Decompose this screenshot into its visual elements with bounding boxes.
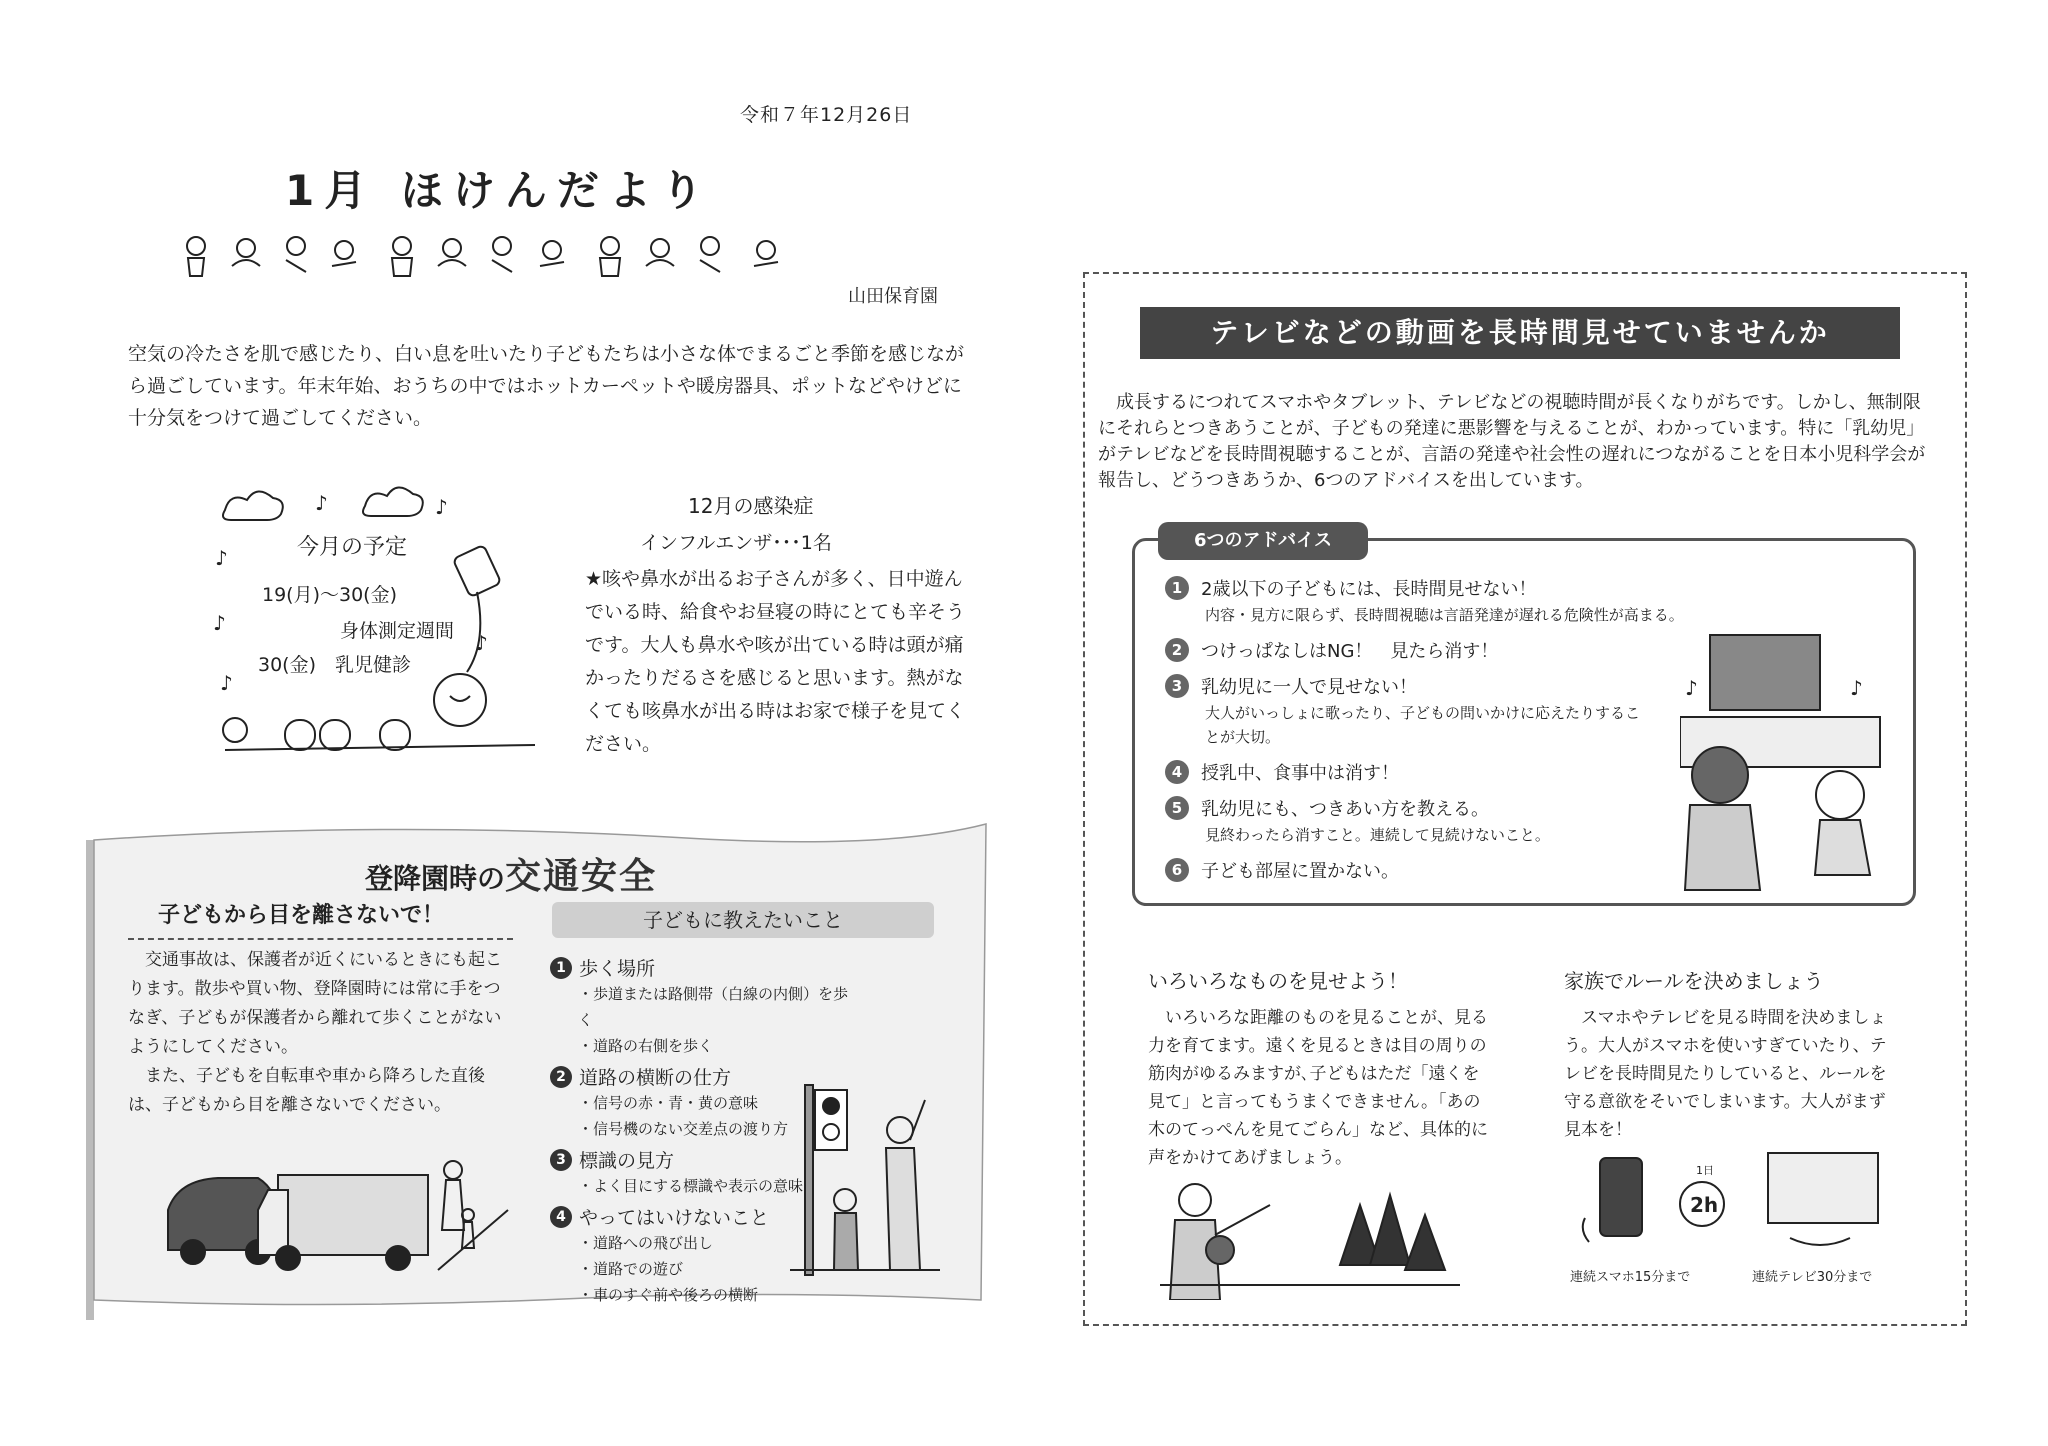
family-rules-column	[1564, 965, 1904, 1144]
svg-text:♪: ♪	[1685, 676, 1698, 700]
tv-banner: テレビなどの動画を長時間見せていませんか	[1140, 307, 1900, 359]
tv-caption: 連続テレビ30分まで	[1752, 1270, 1873, 1285]
phone-caption: 連続スマホ15分まで	[1570, 1270, 1691, 1285]
advice-item: 2 つけっぱなしはNG！ 見たら消す！	[1165, 637, 1685, 663]
svg-text:♪: ♪	[435, 495, 448, 519]
tv-intro: 成長するにつれてスマホやタブレット、テレビなどの視聴時間が長くなりがちです。しかし、無制限にそれらとつきあうことが、子どもの発達に悪影響を与えることが、わかっています。特に「乳幼児」がテレビなどを長時間視聴することが、言語の発達や社会性の遅れにつながることを日本小児科学会が報告し、どうつきあうか、6つのアドバイスを出しています。	[1098, 392, 1926, 491]
advice-label: 6つのアドバイス	[1158, 522, 1368, 560]
traffic-title-emphasis: 交通安全	[505, 856, 658, 897]
page-title: 1月 ほけんだより	[285, 166, 713, 215]
cars-illustration	[158, 1130, 518, 1280]
schedule-title: 今月の予定	[297, 535, 408, 560]
advice-item: 3 乳幼児に一人で見せない！ 大人がいっしょに歌ったり、子どもの問いかけに応えたりすることが大切。	[1165, 673, 1685, 749]
advice-list	[1165, 575, 1685, 893]
teach-title-bar: 子どもに教えたいこと	[552, 902, 934, 938]
date: 令和７年12月26日	[740, 104, 913, 126]
intro-text: 空気の冷たさを肌で感じたり、白い息を吐いたり子どもたちは小さな体でまるごと季節を感じながら過ごしています。年末年始、おうちの中ではホットカーペットや暖房器具、ポットなどやけどに十分気をつけて過ごしてください。	[128, 343, 965, 429]
schedule-event: 身体測定週間	[340, 620, 455, 642]
svg-text:♪: ♪	[215, 546, 228, 570]
see-things-text: いろいろな距離のものを見ることが、見る力を育てます。遠くを見るときは目の周りの筋肉がゆるみますが､子どもはただ「遠くを見て」と言ってもうまくできません。「あの木のてっぺんを見てごらん」など、具体的に声をかけてあげましょう。	[1148, 1008, 1488, 1168]
clock-hours-label: 2h	[1690, 1193, 1719, 1217]
screen-time-illustration	[1580, 1148, 1880, 1258]
family-rules-title: 家族でルールを決めましょう	[1564, 969, 1824, 993]
kids-border-illustration	[176, 232, 816, 284]
advice-item: 1 2歳以下の子どもには、長時間見せない！ 内容・見方に限らず、長時間視聴は言語発達が遅れる危険性が高まる。	[1165, 575, 1685, 627]
advice-item: 6 子ども部屋に置かない。	[1165, 857, 1685, 883]
traffic-divider	[128, 938, 513, 940]
infection-count: インフルエンザ･･･1名	[640, 532, 832, 554]
schedule-dates: 19(月)～30(金)	[262, 584, 398, 606]
see-things-column	[1148, 965, 1508, 1172]
traffic-title: 登降園時の交通安全	[365, 856, 658, 897]
svg-text:♪: ♪	[1850, 676, 1863, 700]
svg-text:♪: ♪	[220, 671, 233, 695]
teach-item: 1 歩く場所 ・歩道または路側帯（白線の内側）を歩く ・道路の右側を歩く	[550, 954, 850, 1059]
svg-text:♪: ♪	[475, 631, 488, 655]
crossing-illustration	[790, 1070, 940, 1285]
svg-text:♪: ♪	[315, 491, 328, 515]
infection-text: ★咳や鼻水が出るお子さんが多く、日中遊んでいる時、給食やお昼寝の時にとても辛そうです。大人も鼻水や咳が出ている時は頭が痛かったりだるさを感じると思います。熱がなくても咳鼻水が出る時はお家で様子を見てください。	[585, 568, 966, 755]
schedule-checkup: 30(金) 乳児健診	[258, 654, 412, 676]
traffic-subtitle: 子どもから目を離さないで！	[158, 903, 445, 928]
teach-item: 2 道路の横断の仕方 ・信号の赤・青・黄の意味 ・信号機のない交差点の渡り方	[550, 1063, 850, 1142]
advice-item: 5 乳幼児にも、つきあい方を教える。 見終わったら消すこと。連続して見続けないこと。	[1165, 795, 1685, 847]
school-name: 山田保育園	[848, 286, 938, 307]
clock-day-label: 1日	[1696, 1164, 1714, 1177]
pointing-trees-illustration	[1160, 1175, 1460, 1300]
teach-item: 4 やってはいけないこと ・道路への飛び出し ・道路での遊び ・車のすぐ前や後ろの横断	[550, 1203, 850, 1308]
svg-text:♪: ♪	[213, 611, 226, 635]
infection-title: 12月の感染症	[688, 494, 814, 518]
family-rules-text: スマホやテレビを見る時間を決めましょう。大人がスマホを使いすぎていたり、テレビを長時間見たりしていると、ルールを守る意欲をそいでしまいます。大人がまず見本を！	[1564, 1008, 1887, 1140]
teach-item: 3 標識の見方 ・よく目にする標識や表示の意味	[550, 1146, 850, 1199]
see-things-title: いろいろなものを見せよう！	[1148, 969, 1408, 993]
advice-item: 4 授乳中、食事中は消す！	[1165, 759, 1685, 785]
family-tv-illustration	[1680, 625, 1890, 895]
traffic-text: 交通事故は、保護者が近くにいるときにも起こります。散歩や買い物、登降園時には常に手をつなぎ、子どもが保護者から離れて歩くことがないようにしてください。 また、子どもを自転車や車から降ろした直後は、子どもから目を離さないでください。	[128, 950, 502, 1115]
